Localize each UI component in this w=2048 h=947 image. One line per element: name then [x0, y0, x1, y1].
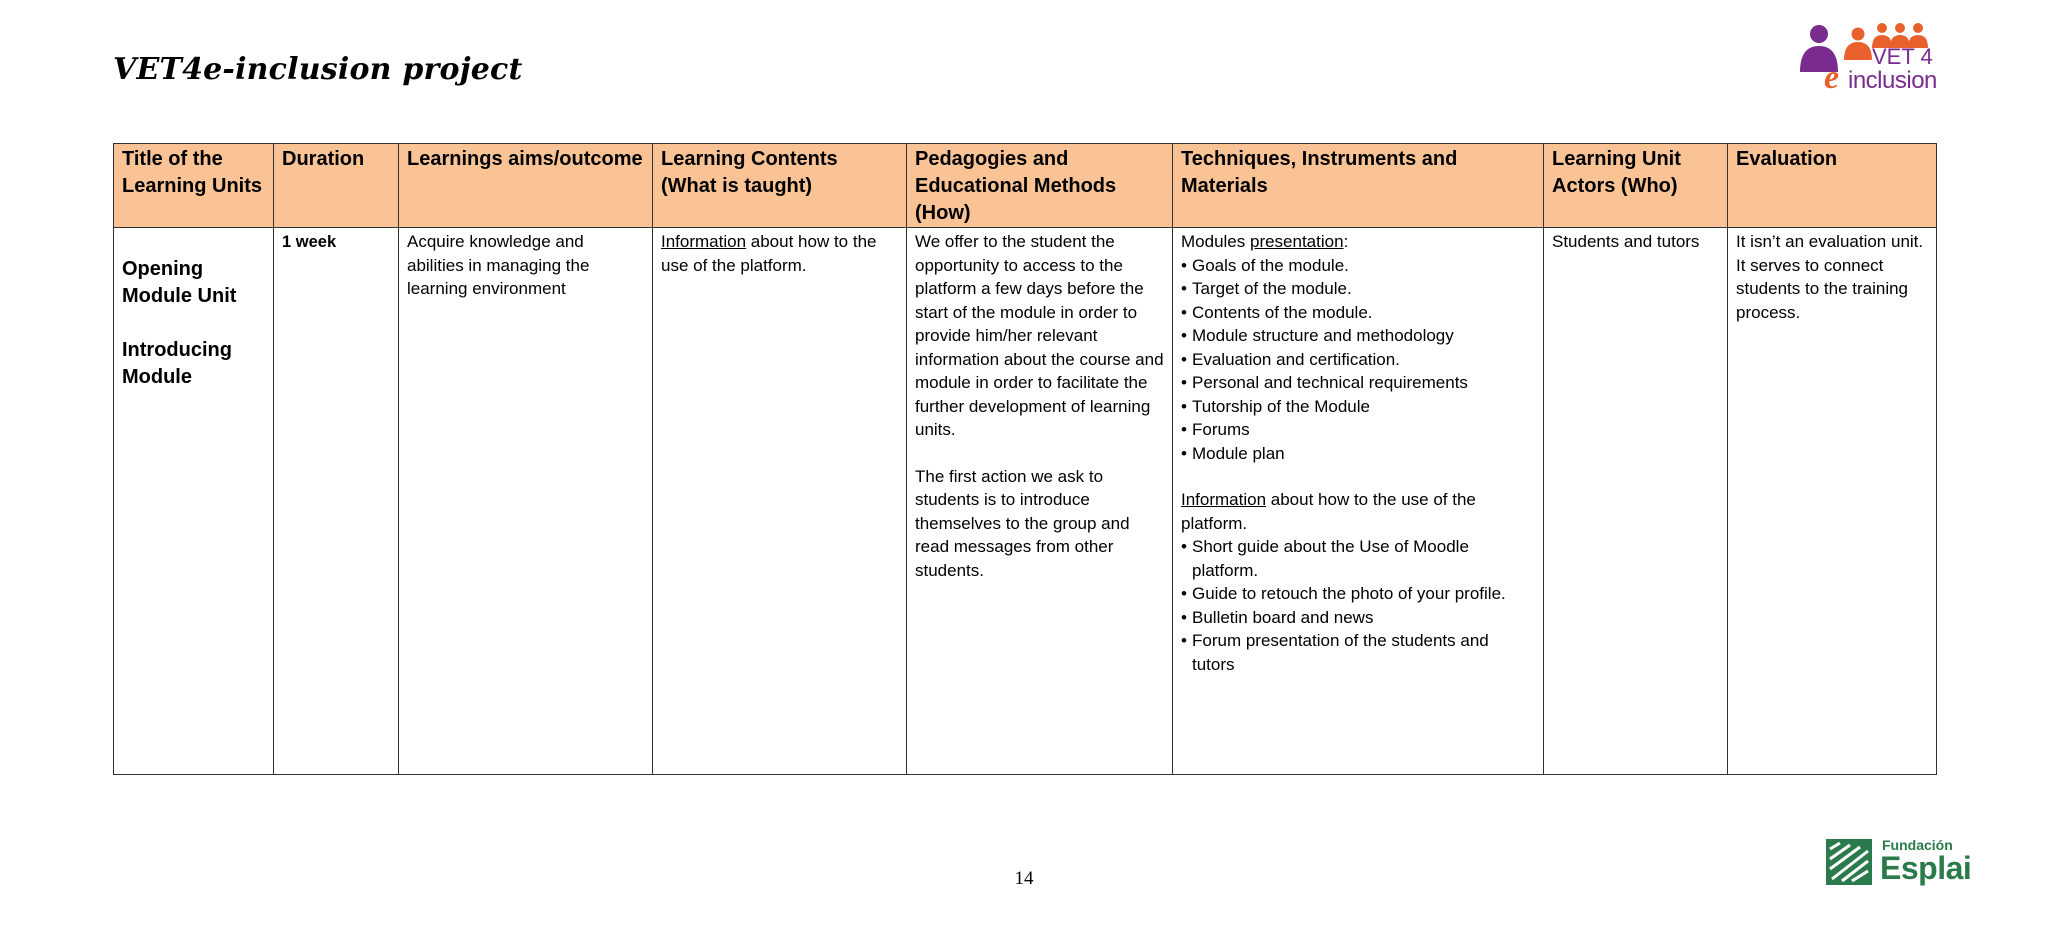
list-item: • Goals of the module.: [1181, 254, 1535, 278]
fundacion-esplai-logo: [1826, 836, 1972, 888]
contents-information-link: Information: [661, 232, 747, 251]
techniques-info: Information about how to the use of the platform.: [1181, 490, 1476, 533]
unit-title-opening: Opening Module Unit: [122, 258, 237, 307]
cell-duration: [274, 228, 399, 775]
logo-inclusion-text: inclusion: [1848, 67, 1937, 94]
list-item: • Forum presentation of the students and tutors: [1181, 629, 1535, 676]
list-item: • Personal and technical requirements: [1181, 371, 1535, 395]
header-actors: Learning Unit Actors (Who): [1544, 144, 1728, 228]
cell-techniques: [1173, 228, 1544, 775]
evaluation-line-1: It isn’t an evaluation unit.: [1736, 232, 1924, 251]
cell-title: [114, 228, 274, 775]
logo-vet4-text: VET 4: [1872, 44, 1933, 69]
cell-aims: Acquire knowledge and abilities in managing the learning environment: [399, 228, 653, 775]
header-techniques: Techniques, Instruments and Materials: [1173, 144, 1544, 228]
list-item: • Forums: [1181, 418, 1535, 442]
techniques-module-list: [1181, 254, 1535, 466]
evaluation-line-2: It serves to connect students to the training process.: [1736, 255, 1909, 322]
esplai-name-text: Esplai: [1880, 850, 1972, 886]
document-title: VET4e-inclusion project: [113, 52, 523, 87]
cell-actors: Students and tutors: [1544, 228, 1728, 775]
header-contents: Learning Contents (What is taught): [653, 144, 907, 228]
cell-pedagogies: [907, 228, 1173, 775]
pedagogies-paragraph-1: We offer to the student the opportunity to access to the platform a few days before the start of the module in order to provide him/her relevant information about the course and module in order to facilitate the further development of learning units.: [915, 232, 1164, 439]
unit-title-introducing: Introducing Module: [122, 339, 232, 388]
pedagogies-paragraph-2: The first action we ask to students is to introduce themselves to the group and read messages from other students.: [915, 466, 1130, 580]
list-item: • Tutorship of the Module: [1181, 395, 1535, 419]
cell-evaluation: [1728, 228, 1937, 775]
list-item: • Module structure and methodology: [1181, 324, 1535, 348]
logo-e-letter: e: [1824, 59, 1840, 96]
esplai-leaf-icon: [1826, 839, 1872, 885]
header-pedagogies: Pedagogies and Educational Methods (How): [907, 144, 1173, 228]
list-item: • Module plan: [1181, 442, 1535, 466]
cell-contents: [653, 228, 907, 775]
esplai-fundacion-text: Fundación: [1882, 837, 1953, 853]
table-header-row: [114, 144, 1937, 228]
list-item: • Short guide about the Use of Moodle platform.: [1181, 535, 1535, 582]
list-item: • Bulletin board and news: [1181, 606, 1535, 630]
contents-text: about how to the use of the platform.: [661, 232, 877, 275]
learning-units-table: [113, 143, 1937, 775]
list-item: • Target of the module.: [1181, 277, 1535, 301]
header-evaluation: Evaluation: [1728, 144, 1937, 228]
list-item: • Evaluation and certification.: [1181, 348, 1535, 372]
table-row: [114, 228, 1937, 775]
list-item: • Contents of the module.: [1181, 301, 1535, 325]
duration-value: 1 week: [282, 233, 337, 251]
list-item: • Guide to retouch the photo of your profile.: [1181, 582, 1535, 606]
techniques-platform-list: [1181, 535, 1535, 676]
page-number: 14: [1014, 868, 1034, 889]
header-duration: Duration: [274, 144, 399, 228]
header-aims: Learnings aims/outcome: [399, 144, 653, 228]
vet4-einclusion-logo: [1796, 22, 1940, 96]
header-title: Title of the Learning Units: [114, 144, 274, 228]
techniques-intro: Modules presentation:: [1181, 232, 1349, 251]
